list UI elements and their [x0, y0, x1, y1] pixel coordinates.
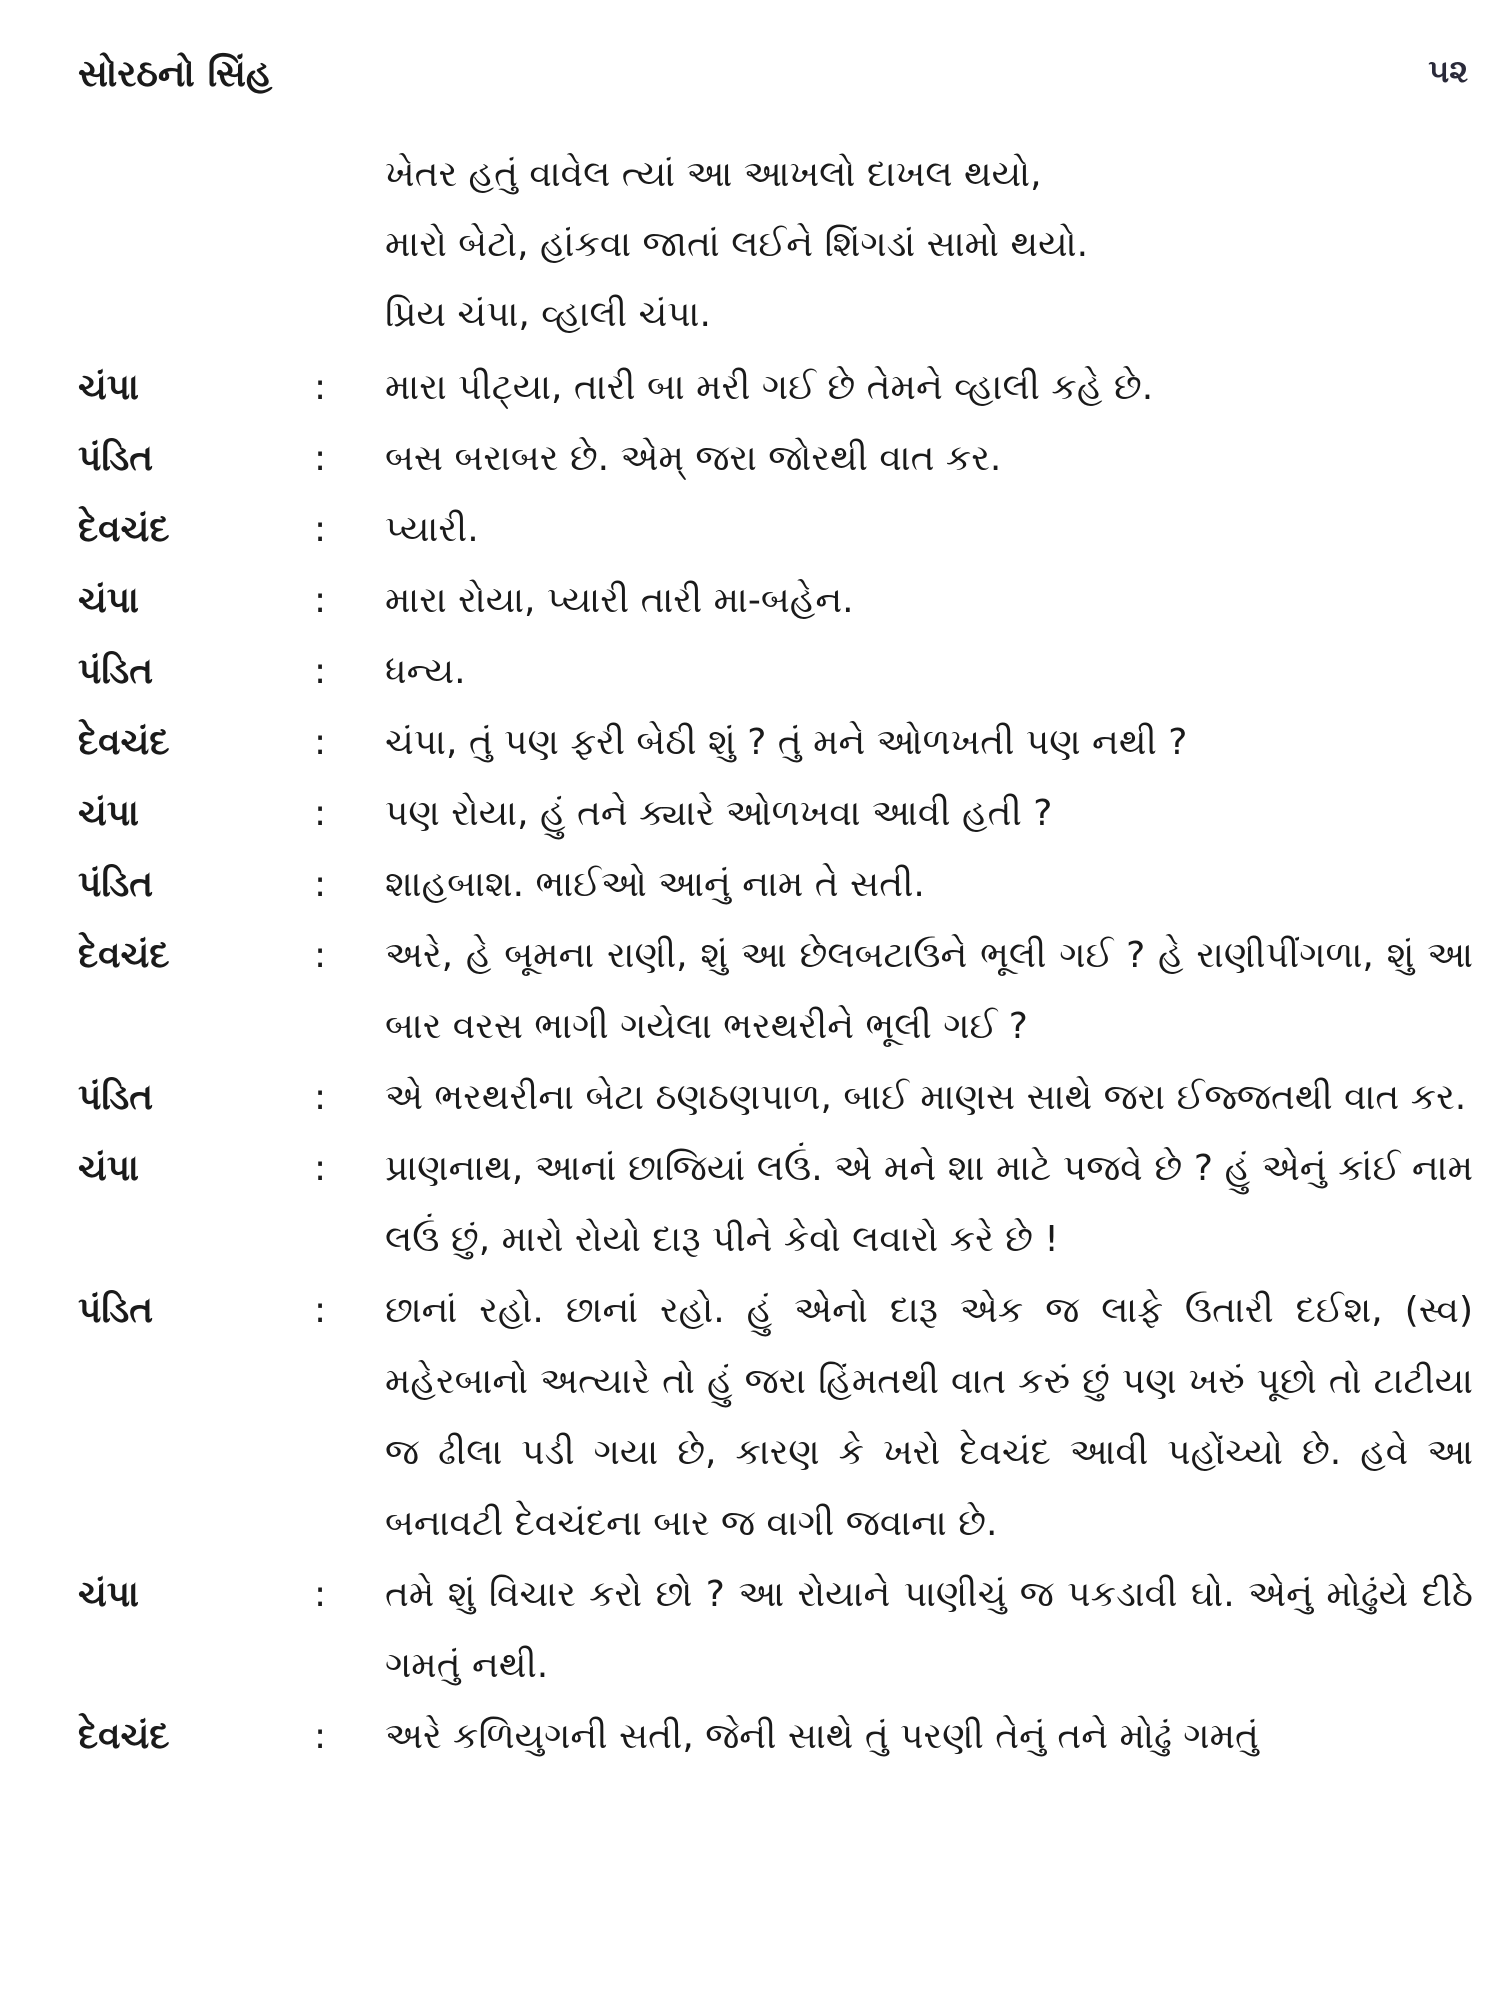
speaker-name: ચંપા: [78, 1148, 139, 1189]
dialogue-row: [78, 352, 1478, 423]
dialogue-text: પણ રોયા, હું તને ક્યારે ઓળખવા આવી હતી ?: [385, 793, 1053, 834]
speaker-name: દેવચંદ: [78, 1716, 170, 1757]
speaker-colon: :: [314, 1077, 327, 1118]
dialogue-row: [78, 1701, 1478, 1772]
speaker-colon: :: [314, 1716, 327, 1757]
speaker-name: પંડિત: [78, 1290, 154, 1331]
dialogue-row: [78, 778, 1478, 849]
speaker-name: દેવચંદ: [78, 509, 170, 550]
verse-line: ખેતર હતું વાવેલ ત્યાં આ આખલો દાખલ થયો,: [385, 154, 1042, 195]
dialogue-text: એ ભરથરીના બેટા ઠણઠણપાળ, બાઈ માણસ સાથે જરા ઈજ્જતથી વાત કર.: [385, 1077, 1467, 1118]
dialogue-text: પ્રાણનાથ, આનાં છાજિયાં લઉં. એ મને શા માટે પજવે છે ? હું એનું કાંઈ નામ લઉં છું, મારો રોયો દારૂ પીને કેવો લવારો કરે છે !: [385, 1148, 1473, 1260]
verse-line: મારો બેટો, હાંકવા જાતાં લઈને શિંગડાં સામો થયો.: [385, 224, 1089, 265]
dialogue-row: [78, 423, 1478, 494]
dialogue-text: અરે કળિયુગની સતી, જેની સાથે તું પરણી તેનું તને મોઢું ગમતું: [385, 1716, 1259, 1757]
speaker-colon: :: [314, 651, 327, 692]
speaker-name: ચંપા: [78, 367, 139, 408]
speaker-colon: :: [314, 1148, 327, 1189]
dialogue-text: ચંપા, તું પણ ફરી બેઠી શું ? તું મને ઓળખતી પણ નથી ?: [385, 722, 1188, 763]
speaker-colon: :: [314, 580, 327, 621]
page-number: ૫૨: [1428, 52, 1468, 90]
speaker-colon: :: [314, 367, 327, 408]
speaker-colon: :: [314, 864, 327, 905]
dialogue-list: [78, 352, 1478, 1772]
speaker-name: પંડિત: [78, 651, 154, 692]
speaker-colon: :: [314, 793, 327, 834]
dialogue-row: [78, 1062, 1478, 1133]
verse-line: પ્રિય ચંપા, વ્હાલી ચંપા.: [385, 294, 711, 335]
speaker-colon: :: [314, 438, 327, 479]
page-header: [78, 52, 1468, 112]
dialogue-text: તમે શું વિચાર કરો છો ? આ રોયાને પાણીચું જ પકડાવી ઘો. એનું મોઢુંયે દીઠે ગમતું નથી.: [385, 1574, 1473, 1686]
speaker-colon: :: [314, 935, 327, 976]
speaker-name: પંડિત: [78, 438, 154, 479]
running-title: સોરઠનો સિંહ: [78, 52, 273, 95]
speaker-name: ચંપા: [78, 793, 139, 834]
dialogue-text: શાહબાશ. ભાઈઓ આનું નામ તે સતી.: [385, 864, 925, 905]
dialogue-text: અરે, હે બૂમના રાણી, શું આ છેલબટાઉને ભૂલી ગઈ ? હે રાણીપીંગળા, શું આ બાર વરસ ભાગી ગયેલા ભરથરીને ભૂલી ગઈ ?: [385, 935, 1473, 1047]
dialogue-row: [78, 1559, 1478, 1701]
speaker-name: દેવચંદ: [78, 935, 170, 976]
dialogue-text: મારા રોયા, પ્યારી તારી મા-બહેન.: [385, 580, 854, 621]
verse-block: [385, 140, 1465, 350]
speaker-colon: :: [314, 1290, 327, 1331]
dialogue-row: [78, 920, 1478, 1062]
dialogue-row: [78, 1133, 1478, 1275]
dialogue-row: [78, 636, 1478, 707]
dialogue-row: [78, 849, 1478, 920]
speaker-name: દેવચંદ: [78, 722, 170, 763]
dialogue-text: પ્યારી.: [385, 509, 479, 550]
speaker-name: પંડિત: [78, 864, 154, 905]
dialogue-row: [78, 1275, 1478, 1559]
speaker-name: ચંપા: [78, 580, 139, 621]
speaker-name: ચંપા: [78, 1574, 139, 1615]
dialogue-text: બસ બરાબર છે. એમ્ જરા જોરથી વાત કર.: [385, 438, 1002, 479]
dialogue-text: ધન્ય.: [385, 651, 466, 692]
speaker-colon: :: [314, 1574, 327, 1615]
dialogue-text: છાનાં રહો. છાનાં રહો. હું એનો દારૂ એક જ લાફે ઉતારી દઈશ, (સ્વ) મહેરબાનો અત્યારે તો હું જરા હિંમતથી વાત કરું છું પણ ખરું પૂછો તો ટાટીયા જ ઢીલા પડી ગયા છે, કારણ કે ખરો દેવચંદ આવી પહોંચ્યો છે. હવે આ બનાવટી દેવચંદના બાર જ વાગી જવાના છે.: [385, 1290, 1473, 1544]
dialogue-row: [78, 494, 1478, 565]
dialogue-text: મારા પીટ્યા, તારી બા મરી ગઈ છે તેમને વ્હાલી કહે છે.: [385, 367, 1154, 408]
speaker-colon: :: [314, 509, 327, 550]
dialogue-row: [78, 707, 1478, 778]
dialogue-row: [78, 565, 1478, 636]
speaker-colon: :: [314, 722, 327, 763]
speaker-name: પંડિત: [78, 1077, 154, 1118]
